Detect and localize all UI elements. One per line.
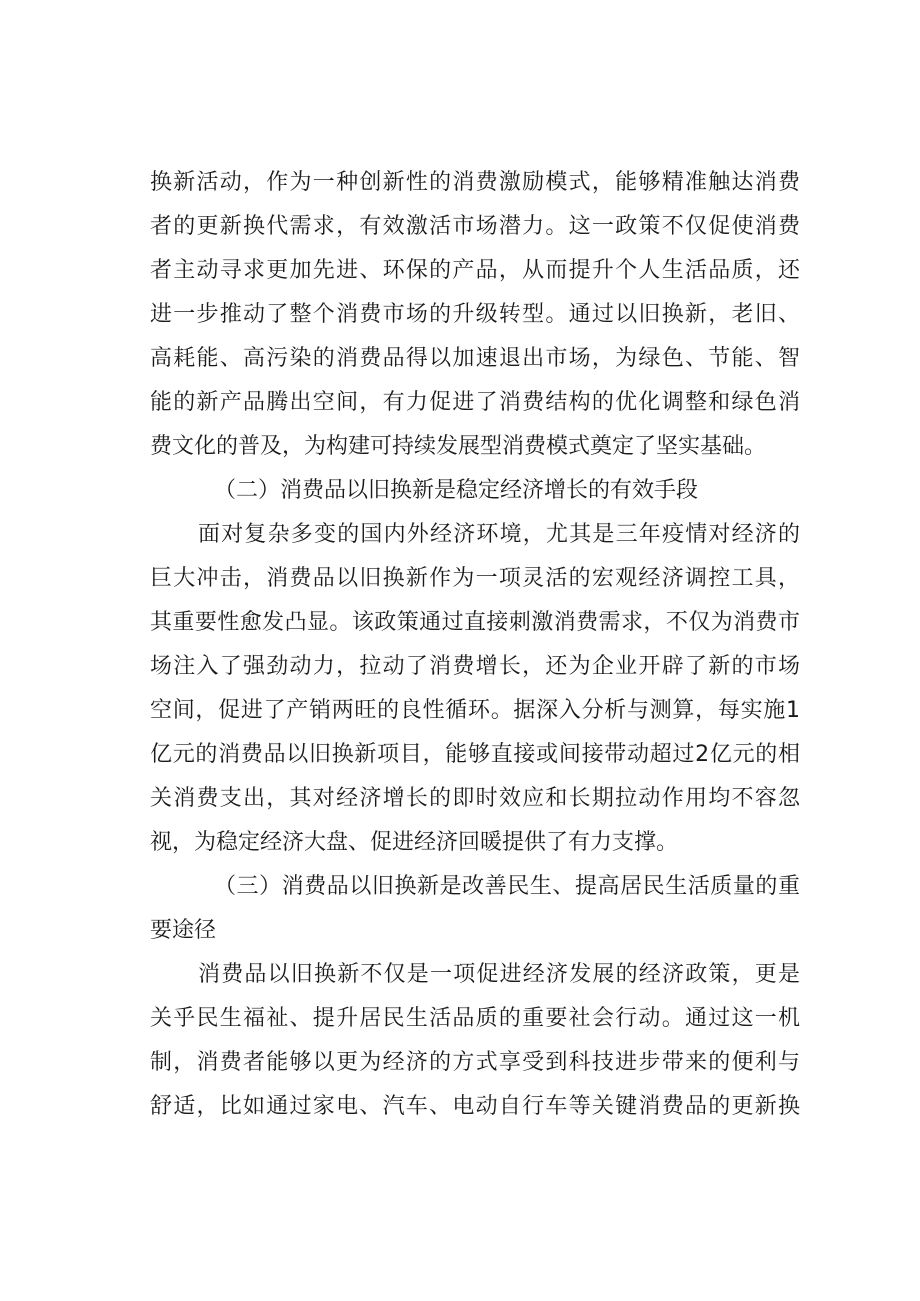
paragraph-2-line-6: 亿元的消费品以旧换新项目，能够直接或间接带动超过2亿元的相 (150, 742, 800, 767)
paragraph-2-line-3: 其重要性愈发凸显。该政策通过直接刺激消费需求，不仅为消费市 (150, 610, 800, 635)
paragraph-1-line-3: 者主动寻求更加先进、环保的产品，从而提升个人生活品质，还 (150, 258, 800, 283)
paragraph-1-line-5: 高耗能、高污染的消费品得以加速退出市场，为绿色、节能、智 (150, 346, 800, 371)
paragraph-1-line-4: 进一步推动了整个消费市场的升级转型。通过以旧换新，老旧、 (150, 302, 800, 327)
paragraph-2-line-7: 关消费支出，其对经济增长的即时效应和长期拉动作用均不容忽 (150, 786, 800, 811)
paragraph-1-line-1: 换新活动，作为一种创新性的消费激励模式，能够精准触达消费 (150, 170, 800, 195)
paragraph-1-line-6: 能的新产品腾出空间，有力促进了消费结构的优化调整和绿色消 (150, 390, 800, 415)
paragraph-2-line-8: 视，为稳定经济大盘、促进经济回暖提供了有力支撑。 (150, 830, 679, 855)
paragraph-2-line-5: 空间，促进了产销两旺的良性循环。据深入分析与测算，每实施1 (150, 698, 800, 723)
paragraph-2-line-1: 面对复杂多变的国内外经济环境，尤其是三年疫情对经济的 (198, 522, 800, 547)
paragraph-1-line-2: 者的更新换代需求，有效激活市场潜力。这一政策不仅促使消费 (150, 214, 800, 239)
paragraph-3-line-1: 消费品以旧换新不仅是一项促进经济发展的经济政策，更是 (198, 962, 800, 987)
paragraph-1-line-7: 费文化的普及，为构建可持续发展型消费模式奠定了坚实基础。 (150, 434, 767, 459)
paragraph-3-line-3: 制，消费者能够以更为经济的方式享受到科技进步带来的便利与 (150, 1050, 800, 1075)
paragraph-3-line-2: 关乎民生福祉、提升居民生活品质的重要社会行动。通过这一机 (150, 1006, 800, 1031)
section-heading-3-line-1: （三）消费品以旧换新是改善民生、提高居民生活质量的重 (214, 874, 800, 899)
paragraph-2-line-4: 场注入了强劲动力，拉动了消费增长，还为企业开辟了新的市场 (150, 654, 800, 679)
section-heading-3-line-2: 要途径 (150, 918, 217, 943)
section-heading-2: （二）消费品以旧换新是稳定经济增长的有效手段 (214, 478, 699, 503)
paragraph-3-line-4: 舒适，比如通过家电、汽车、电动自行车等关键消费品的更新换 (150, 1094, 800, 1119)
paragraph-2-line-2: 巨大冲击，消费品以旧换新作为一项灵活的宏观经济调控工具， (150, 566, 800, 591)
